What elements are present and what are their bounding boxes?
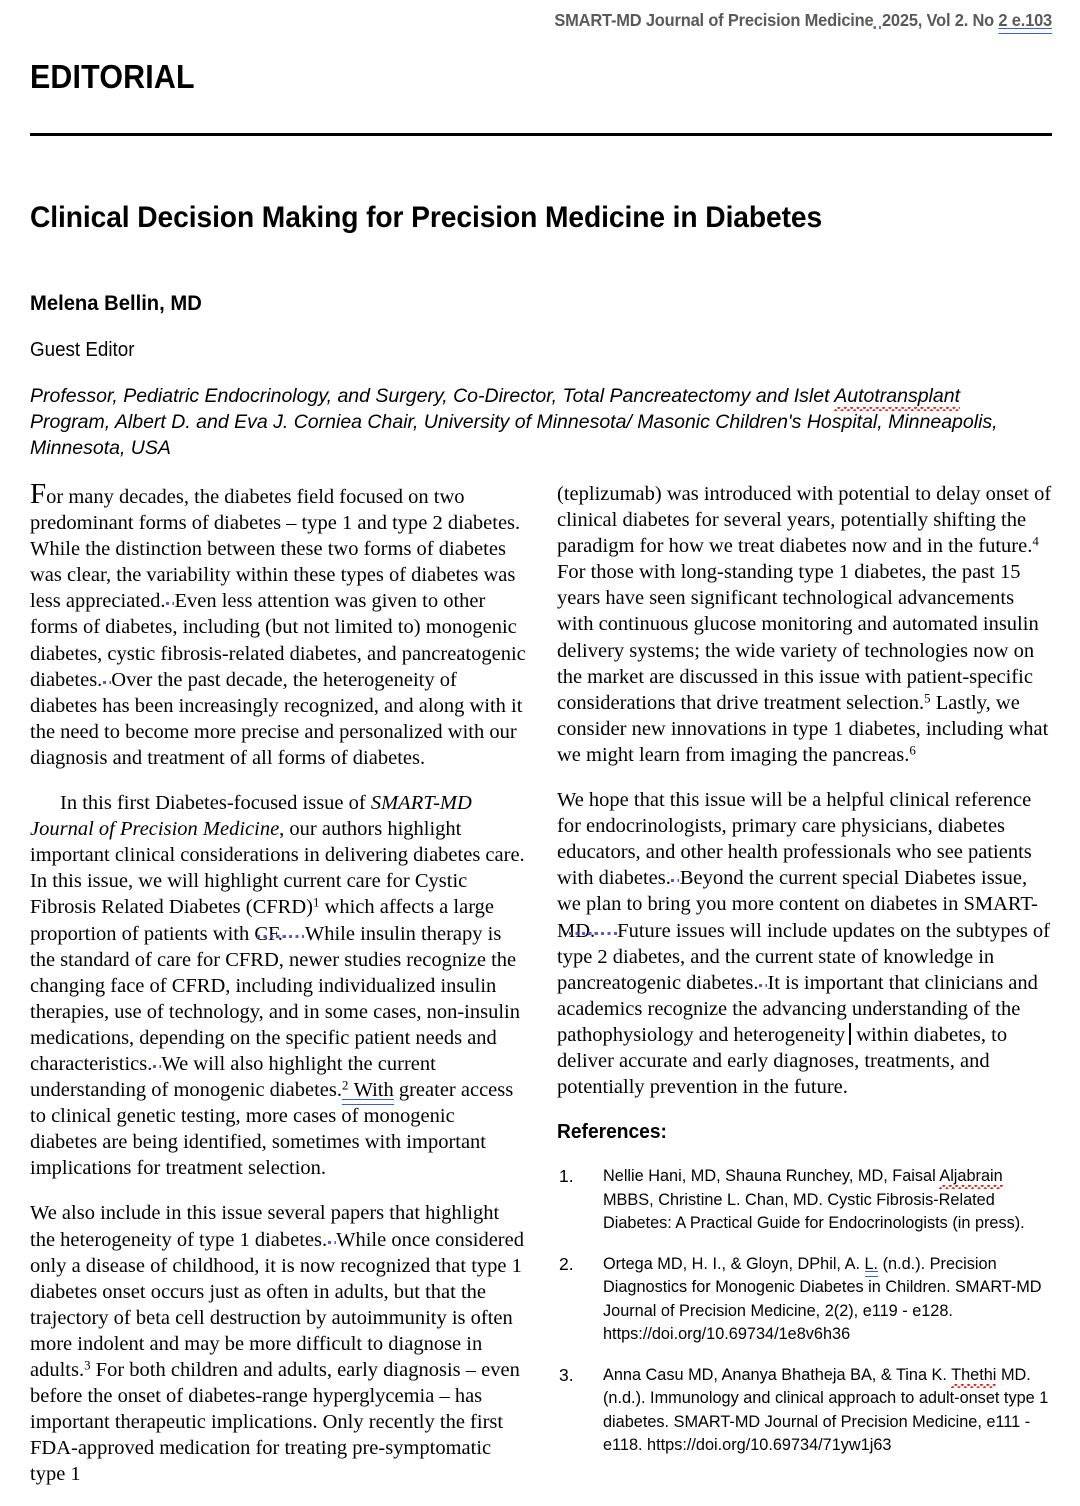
masthead-divider	[30, 133, 1052, 136]
paragraph-3-part-c: For both children and adults, early diagnosis – even before the onset of diabetes-range hyperglycemia – has important therapeutic implications. Only recently the first FDA-approved medication for treating pre-symptomatic type 1	[30, 1359, 520, 1486]
paragraph-1-part-b: Even less attention was given to other forms of diabetes, including (but not limited to) monogenic diabetes, cystic fibrosis-related diabetes, and pancreatogenic diabetes.	[30, 590, 526, 691]
grammar-doubleunderline-with	[342, 1079, 394, 1101]
paragraph-2-part-a: In this first Diabetes-focused issue of	[60, 792, 371, 815]
reference-text-end: MD. (n.d.). Immunology and clinical approach to adult-onset type 1 diabetes. SMART-MD Journal of Precision Medicine, e111 - e118. https://doi.org/10.69734/71yw1j63	[603, 1365, 1049, 1455]
paragraph-5-part-e: within diabetes, to deliver accurate and early diagnoses, treatments, and potentially prevention in the future.	[557, 1023, 1008, 1099]
paragraph-2-part-d: While insulin therapy is the standard of care for CFRD, newer studies recognize the changing face of CFRD, including individualized insulin therapies, use of technology, and in some cases, non-insulin medications, depending on the specific patient needs and characteristics.	[30, 922, 520, 1075]
citation-superscript-2: 2	[341, 1077, 349, 1093]
references-list	[557, 1165, 1053, 1458]
reference-item-2	[557, 1253, 1053, 1347]
paragraph-3-part-a: We also include in this issue several papers that highlight the heterogeneity of type 1 diabetes.	[30, 1202, 500, 1251]
spellcheck-word-aljabrain: Aljabrain	[939, 1167, 1003, 1186]
paragraph-5-part-b: Beyond the current special Diabetes issue, we plan to bring you more content on diabetes in SMART-MD.	[557, 867, 1038, 942]
paragraph-4-part-a: (teplizumab) was introduced with potential to delay onset of clinical diabetes for several years, potentially shifting the paradigm for how we treat diabetes now and in the future.	[557, 483, 1052, 558]
reference-item-3	[557, 1364, 1053, 1458]
reference-item-1	[557, 1165, 1053, 1236]
paragraph-2-part-b: , our authors highlight important clinical considerations in delivering diabetes care. In this issue, we will highlight current care for Cystic Fibrosis Related Diabetes (CFRD)	[30, 818, 525, 919]
reference-text-start: Anna Casu MD, Ananya Bhatheja BA, & Tina K.	[603, 1365, 952, 1384]
affiliation-text-end: Program, Albert D. and Eva J. Corniea Chair, University of Minnesota/ Masonic Children's Hospital, Minneapolis, Minnesota, USA	[30, 411, 998, 459]
author-role: Guest Editor	[30, 339, 135, 361]
citation-superscript-5: 5	[924, 690, 931, 706]
paragraph-2-part-e: We will also highlight the current understanding of monogenic diabetes.	[30, 1052, 436, 1102]
reference-text-end: (n.d.). Precision Diagnostics for Monogenic Diabetes in Children. SMART-MD Journal of Precision Medicine, 2(2), e119 - e128. https://doi.org/10.69734/1e8v6h36	[603, 1254, 1042, 1344]
reference-text-start: Ortega MD, H. I., & Gloyn, DPhil, A.	[603, 1254, 865, 1273]
body-column-right	[557, 481, 1053, 1475]
body-column-left	[30, 478, 526, 1506]
section-kicker: EDITORIAL	[30, 58, 195, 95]
paragraph-5-part-a: We hope that this issue will be a helpful clinical reference for endocrinologists, primary care physicians, diabetes educators, and other health professionals who see patients with diabetes.	[557, 789, 1032, 890]
citation-superscript-4: 4	[1032, 533, 1039, 549]
paragraph-1	[30, 478, 526, 771]
reference-number: 3.	[559, 1364, 574, 1385]
citation-superscript-6: 6	[909, 742, 916, 758]
paragraph-4	[557, 481, 1053, 768]
reference-number: 2.	[559, 1253, 574, 1274]
reference-text-start: Nellie Hani, MD, Shauna Runchey, MD, Faisal	[603, 1167, 940, 1186]
paragraph-5	[557, 787, 1053, 1100]
paragraph-2-part-g: greater access to clinical genetic testing, more cases of monogenic diabetes are being identified, sometimes with important implications for treatment selection.	[30, 1079, 514, 1180]
paragraph-1-part-c: Over the past decade, the heterogeneity of diabetes has been increasingly recognized, and along with it the need to become more precise and personalized with our diagnosis and treatment of all forms of diabetes.	[30, 668, 523, 769]
paragraph-2	[30, 790, 526, 1181]
paragraph-1-part-a: or many decades, the diabetes field focused on two predominant forms of diabetes – type 1 and type 2 diabetes. While the distinction between these two forms of diabetes was clear, the variability within these types of diabetes was less appreciated.	[30, 486, 521, 613]
paragraph-3	[30, 1200, 526, 1487]
references-heading	[557, 1119, 1033, 1145]
reference-text-end: MBBS, Christine L. Chan, MD. Cystic Fibrosis-Related Diabetes: A Practical Guide for Endocrinologists (in press).	[603, 1190, 1025, 1233]
paragraph-4-part-c: Lastly, we consider new innovations in type 1 diabetes, including what we might learn from imaging the pancreas.	[557, 691, 1049, 766]
grammar-word-with: With	[353, 1079, 394, 1102]
affiliation-text-start: Professor, Pediatric Endocrinology, and Surgery, Co-Director, Total Pancreatectomy and Islet	[30, 385, 835, 407]
citation-superscript-3: 3	[84, 1357, 91, 1373]
author-name: Melena Bellin, MD	[30, 291, 202, 315]
spellcheck-word-autotransplant: Autotransplant	[834, 385, 960, 407]
text-cursor	[849, 1023, 851, 1045]
page-title: Clinical Decision Making for Precision Medicine in Diabetes	[30, 201, 823, 235]
reference-number: 1.	[559, 1166, 574, 1187]
running-header-issue: 2025, Vol 2. No	[881, 10, 995, 30]
spellcheck-word-thethi: Thethi	[951, 1365, 997, 1384]
paragraph-2-part-c: which affects a large proportion of patients with CF.	[30, 896, 495, 945]
grammar-doubleunderline-initial: L.	[864, 1254, 879, 1273]
running-header-journal: SMART-MD Journal of Precision Medicine	[554, 10, 874, 30]
author-affiliation	[30, 383, 1040, 461]
paragraph-3-part-b: While once considered only a disease of childhood, it is now recognized that type 1 diabetes onset occurs just as often in adults, but that the trajectory of beta cell destruction by autoimmunity is often more indolent and may be more difficult to diagnose in adults.	[30, 1228, 524, 1381]
journal-name-italic: SMART-MD Journal of Precision Medicine	[30, 792, 472, 841]
running-header-issue-number: 2 e.103	[998, 10, 1052, 30]
running-header	[91, 10, 1052, 31]
drop-cap: F	[30, 478, 47, 510]
paragraph-5-part-c: Future issues will include updates on the subtypes of type 2 diabetes, and the current state of knowledge in pancreatogenic diabetes.	[557, 919, 1050, 994]
paragraph-4-part-b: For those with long-standing type 1 diabetes, the past 15 years have seen significant technological advancements with continuous glucose monitoring and automated insulin delivery systems; the wide variety of technologies now on the market are discussed in this issue with patient-specific considerations that drive treatment selection.	[557, 561, 1039, 714]
references-heading-label: References	[557, 1121, 661, 1144]
citation-superscript-1: 1	[313, 894, 320, 910]
paragraph-5-part-d: It is important that clinicians and academics recognize the advancing understanding of the pathophysiology and heterogeneity	[557, 971, 1038, 1046]
references-heading-colon: :	[660, 1121, 667, 1144]
